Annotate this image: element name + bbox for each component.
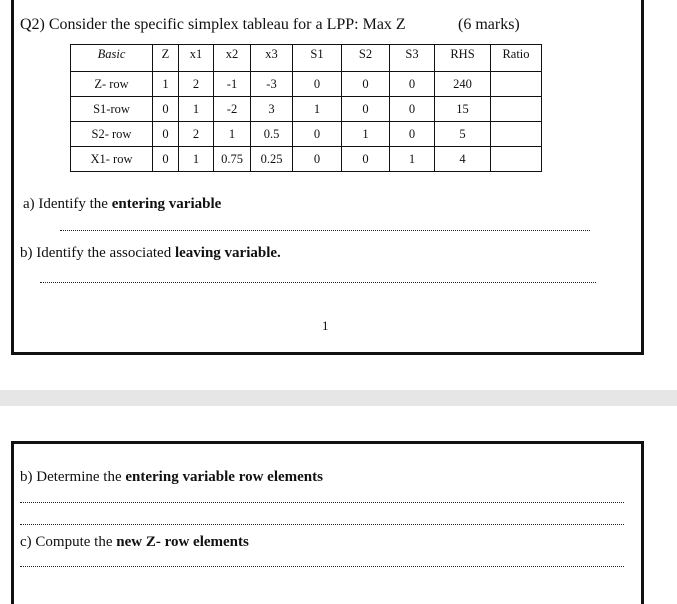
- simplex-tableau: [70, 44, 542, 172]
- cell: 15: [435, 97, 491, 122]
- part-a-prefix: a) Identify the: [23, 196, 112, 212]
- page-1: [11, 0, 644, 355]
- header-z: Z: [153, 45, 179, 72]
- marks-label: (6 marks): [458, 16, 520, 33]
- part-b-question: [20, 245, 281, 262]
- cell: 240: [435, 72, 491, 97]
- ratio-cell: [491, 147, 542, 172]
- cell: 0: [342, 72, 390, 97]
- tableau-row-x1: [71, 147, 542, 172]
- cell: 0.25: [251, 147, 293, 172]
- cell: 0: [293, 122, 342, 147]
- part-a-question: [23, 196, 221, 213]
- cell: 3: [251, 97, 293, 122]
- ratio-cell: [491, 97, 542, 122]
- part-c-bold: new Z- row elements: [116, 534, 249, 550]
- cell: 0: [390, 72, 435, 97]
- answer-line-b2-2[interactable]: [20, 524, 624, 525]
- header-s2: S2: [342, 45, 390, 72]
- header-x3: x3: [251, 45, 293, 72]
- cell: -3: [251, 72, 293, 97]
- part-b2-prefix: b) Determine the: [20, 469, 126, 485]
- row-label: S1-row: [71, 97, 153, 122]
- answer-line-c[interactable]: [20, 566, 624, 567]
- header-x1: x1: [179, 45, 214, 72]
- header-s1: S1: [293, 45, 342, 72]
- header-ratio: Ratio: [491, 45, 542, 72]
- ratio-cell: [491, 72, 542, 97]
- part-c-question: [20, 534, 249, 551]
- header-basic: Basic: [71, 45, 153, 72]
- cell: 1: [293, 97, 342, 122]
- answer-line-b2-1[interactable]: [20, 502, 624, 503]
- cell: 0: [342, 147, 390, 172]
- header-s3: S3: [390, 45, 435, 72]
- cell: 0: [342, 97, 390, 122]
- cell: -2: [214, 97, 251, 122]
- cell: 1: [342, 122, 390, 147]
- page-2: [11, 441, 644, 604]
- cell: 1: [390, 147, 435, 172]
- part-b2-question: [20, 469, 323, 486]
- cell: 0: [390, 122, 435, 147]
- cell: 1: [179, 97, 214, 122]
- header-x2: x2: [214, 45, 251, 72]
- cell: -1: [214, 72, 251, 97]
- answer-line-b[interactable]: [40, 282, 596, 283]
- question-title: Q2) Consider the specific simplex tableau for a LPP: Max Z: [20, 16, 406, 33]
- cell: 1: [214, 122, 251, 147]
- tableau-row-z: [71, 72, 542, 97]
- tableau-header-row: [71, 45, 542, 72]
- cell: 5: [435, 122, 491, 147]
- cell: 2: [179, 122, 214, 147]
- row-label: Z- row: [71, 72, 153, 97]
- cell: 0: [390, 97, 435, 122]
- part-b-prefix: b) Identify the associated: [20, 245, 175, 261]
- part-a-bold: entering variable: [111, 196, 222, 212]
- cell: 2: [179, 72, 214, 97]
- cell: 1: [153, 72, 179, 97]
- ratio-cell: [491, 122, 542, 147]
- part-c-prefix: c) Compute the: [20, 534, 117, 550]
- cell: 0: [293, 147, 342, 172]
- cell: 0: [153, 97, 179, 122]
- answer-line-a[interactable]: [60, 230, 590, 231]
- cell: 0: [153, 147, 179, 172]
- tableau-row-s1: [71, 97, 542, 122]
- part-b2-bold: entering variable row elements: [125, 469, 323, 485]
- row-label: S2- row: [71, 122, 153, 147]
- cell: 0: [153, 122, 179, 147]
- page-gap: [0, 390, 677, 406]
- cell: 1: [179, 147, 214, 172]
- header-rhs: RHS: [435, 45, 491, 72]
- cell: 0.75: [214, 147, 251, 172]
- row-label: X1- row: [71, 147, 153, 172]
- tableau-row-s2: [71, 122, 542, 147]
- cell: 0.5: [251, 122, 293, 147]
- page-number: 1: [322, 318, 329, 333]
- cell: 0: [293, 72, 342, 97]
- part-b-bold: leaving variable.: [174, 245, 281, 261]
- cell: 4: [435, 147, 491, 172]
